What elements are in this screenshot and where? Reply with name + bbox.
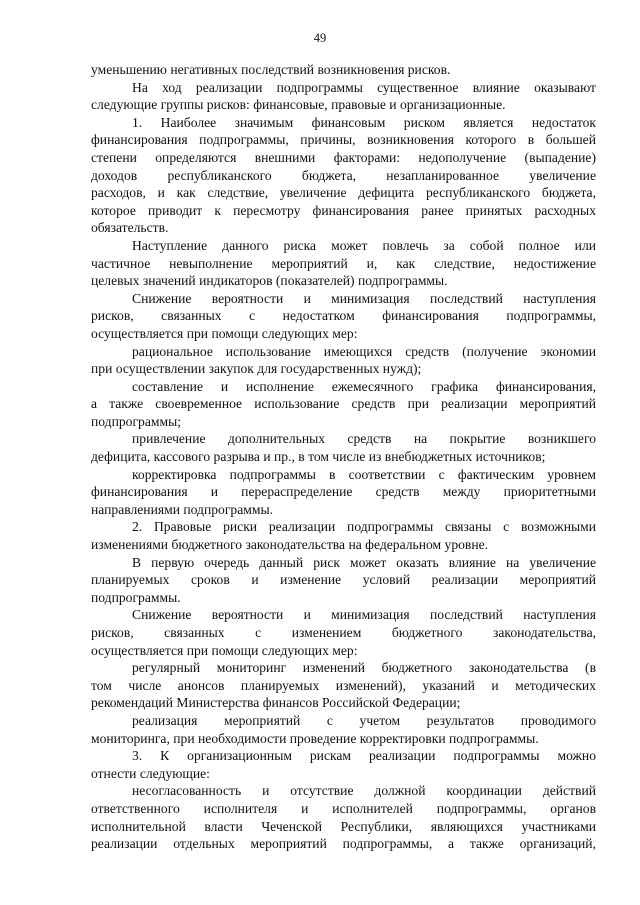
text-line: осуществляется при помощи следующих мер: — [91, 642, 358, 658]
text-line: дефицита, кассового разрыва и пр., в том числе из внебюджетных источников; — [91, 449, 546, 465]
text-line: регулярный мониторинг изменений бюджетного законодательства (в — [132, 660, 596, 676]
text-line: том числе анонсов планируемых изменений), указаний и методических — [91, 677, 596, 693]
text-line: отнести следующие: — [91, 765, 210, 781]
text-line: рекомендаций Министерства финансов Российской Федерации; — [91, 695, 461, 711]
text-line: составление и исполнение ежемесячного графика финансирования, — [132, 378, 596, 394]
text-line: реализация мероприятий с учетом результатов проводимого — [132, 712, 596, 728]
text-line: рисков, связанных с изменением бюджетного законодательства, — [91, 625, 596, 640]
text-line: На ход реализации подпрограммы существенное влияние оказывают — [132, 79, 596, 95]
text-line: при осуществлении закупок для государственных нужд); — [91, 361, 422, 377]
text-line: расходов, и как следствие, увеличение дефицита республиканского бюджета, — [91, 185, 596, 201]
text-line: реализации отдельных мероприятий подпрограммы, а также организаций, — [91, 836, 596, 852]
text-line: мониторинга, при необходимости проведение корректировки подпрограммы. — [91, 730, 539, 746]
text-line: ответственного исполнителя и исполнителей подпрограммы, органов — [91, 800, 596, 816]
text-line: которое приводит к пересмотру финансирования ранее принятых расходных — [91, 202, 596, 218]
document-body — [91, 61, 596, 853]
text-line: 2. Правовые риски реализации подпрограммы связаны с возможными — [132, 519, 596, 535]
text-line: обязательств. — [91, 220, 169, 236]
text-line: Снижение вероятности и минимизация последствий наступления — [132, 290, 596, 306]
text-line: корректировка подпрограммы в соответствии с фактическим уровнем — [132, 466, 596, 482]
text-line: подпрограммы. — [91, 589, 181, 605]
text-line: финансирования подпрограммы, причины, возникновения которого в большей — [91, 132, 596, 148]
text-line: направлениями подпрограммы. — [91, 501, 273, 517]
text-line: степени определяются внешними факторами: недополучение (выпадение) — [91, 149, 596, 165]
text-line: подпрограммы; — [91, 413, 181, 429]
text-line: рисков, связанных с недостатком финансирования подпрограммы, — [91, 308, 596, 324]
text-line: изменениями бюджетного законодательства на федеральном уровне. — [91, 537, 489, 553]
text-line: Наступление данного риска может повлечь за собой полное или — [132, 237, 596, 253]
text-line: планируемых сроков и изменение условий реализации мероприятий — [91, 572, 596, 588]
text-line: а также своевременное использование средств при реализации мероприятий — [91, 396, 596, 412]
text-line: финансирования и перераспределение средств между приоритетными — [91, 484, 596, 500]
text-line: уменьшению негативных последствий возникновения рисков. — [91, 62, 451, 77]
text-line: 3. К организационным рискам реализации подпрограммы можно — [132, 748, 596, 764]
text-line: рациональное использование имеющихся средств (получение экономии — [132, 343, 596, 359]
text-line: следующие группы рисков: финансовые, правовые и организационные. — [91, 97, 506, 113]
text-line: привлечение дополнительных средств на покрытие возникшего — [132, 431, 596, 447]
text-line: В первую очередь данный риск может оказать влияние на увеличение — [132, 554, 596, 570]
text-line: несогласованность и отсутствие должной координации действий — [132, 783, 596, 799]
text-line: частичное невыполнение мероприятий и, как следствие, недостижение — [91, 255, 596, 271]
text-line: Снижение вероятности и минимизация последствий наступления — [132, 607, 596, 623]
text-line: целевых значений индикаторов (показателей) подпрограммы. — [91, 273, 448, 289]
text-line: доходов республиканского бюджета, незапланированное увеличение — [91, 167, 596, 183]
text-line: 1. Наиболее значимым финансовым риском является недостаток — [132, 114, 596, 130]
text-line: исполнительной власти Чеченской Республики, являющихся участниками — [91, 818, 596, 834]
page-number: 49 — [313, 31, 327, 45]
text-line: осуществляется при помощи следующих мер: — [91, 325, 358, 341]
